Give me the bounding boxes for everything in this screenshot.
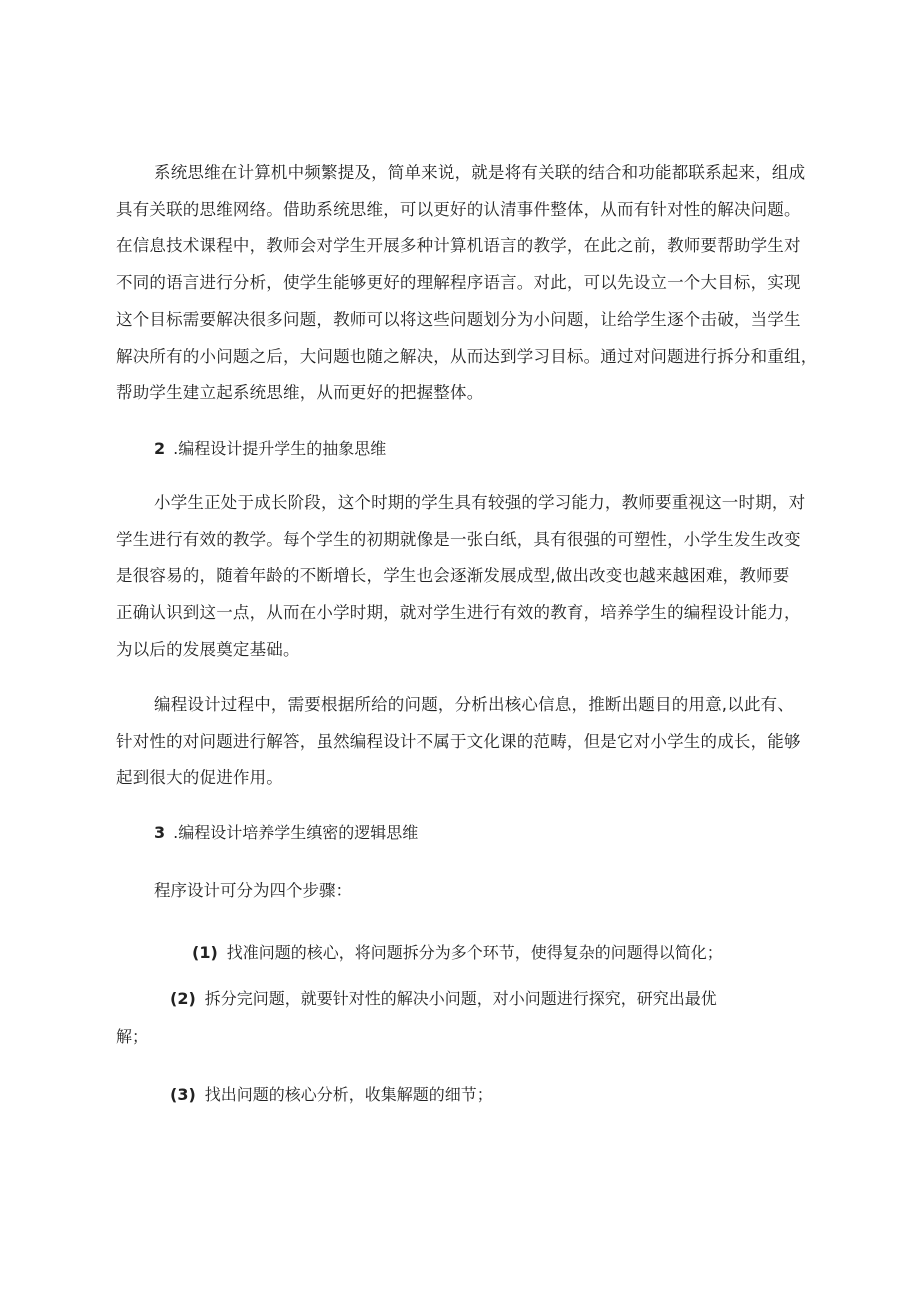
steps-intro: 程序设计可分为四个步骤： xyxy=(154,881,352,900)
step-number: (3) xyxy=(170,1085,196,1104)
paragraph-line: 针对性的对问题进行解答，虽然编程设计不属于文化课的范畴，但是它对小学生的成长，能够 xyxy=(116,731,801,751)
section-heading-2 xyxy=(154,437,386,461)
paragraph-system-thinking xyxy=(116,155,816,412)
paragraph-line: 起到很大的促进作用。 xyxy=(116,768,283,788)
step-text: 找准问题的核心，将问题拆分为多个环节，使得复杂的问题得以简化； xyxy=(226,943,723,962)
step-item-2-continuation: 解； xyxy=(116,1027,149,1046)
paragraph-line: 解决所有的小问题之后，大问题也随之解决，从而达到学习目标。通过对问题进行拆分和重组， xyxy=(116,346,818,366)
section-number: 2 xyxy=(154,439,166,458)
paragraph-line: 帮助学生建立起系统思维，从而更好的把握整体。 xyxy=(116,383,484,403)
paragraph-line: 具有关联的思维网络。借助系统思维，可以更好的认清事件整体，从而有针对性的解决问题。 xyxy=(116,199,801,219)
paragraph-programming-process xyxy=(116,687,816,797)
paragraph-line: 正确认识到这一点，从而在小学时期，就对学生进行有效的教育，培养学生的编程设计能力， xyxy=(116,603,801,623)
step-number: (2) xyxy=(170,989,196,1008)
step-number: (1) xyxy=(192,943,218,962)
step-text: 找出问题的核心分析，收集解题的细节； xyxy=(204,1085,493,1104)
paragraph-line: 为以后的发展奠定基础。 xyxy=(116,639,300,659)
step-item-3 xyxy=(170,1083,493,1107)
paragraph-abstract-thinking xyxy=(116,485,816,669)
paragraph-line: 是很容易的，随着年龄的不断增长，学生也会逐渐发展成型,做出改变也越来越困难，教师要 xyxy=(116,566,790,586)
section-title: .编程设计培养学生缜密的逻辑思维 xyxy=(173,823,419,842)
paragraph-line: 小学生正处于成长阶段，这个时期的学生具有较强的学习能力，教师要重视这一时期，对 xyxy=(154,493,806,512)
step-text: 拆分完问题，就要针对性的解决小问题，对小问题进行探究，研究出最优 xyxy=(204,989,717,1008)
section-heading-3 xyxy=(154,821,418,845)
paragraph-line: 编程设计过程中，需要根据所给的问题，分析出核心信息，推断出题目的用意,以此有、 xyxy=(154,695,795,714)
step-item-2 xyxy=(170,987,717,1011)
step-item-1 xyxy=(192,941,723,965)
paragraph-line: 在信息技术课程中，教师会对学生开展多种计算机语言的教学，在此之前，教师要帮助学生对 xyxy=(116,236,801,256)
paragraph-line: 不同的语言进行分析，使学生能够更好的理解程序语言。对此，可以先设立一个大目标，实现 xyxy=(116,273,801,293)
paragraph-line: 学生进行有效的教学。每个学生的初期就像是一张白纸，具有很强的可塑性，小学生发生改变 xyxy=(116,529,801,549)
section-number: 3 xyxy=(154,823,166,842)
paragraph-line: 系统思维在计算机中频繁提及，简单来说，就是将有关联的结合和功能都联系起来，组成 xyxy=(154,163,806,182)
section-title: .编程设计提升学生的抽象思维 xyxy=(173,439,387,458)
paragraph-line: 这个目标需要解决很多问题，教师可以将这些问题划分为小问题，让给学生逐个击破，当学生 xyxy=(116,309,801,329)
